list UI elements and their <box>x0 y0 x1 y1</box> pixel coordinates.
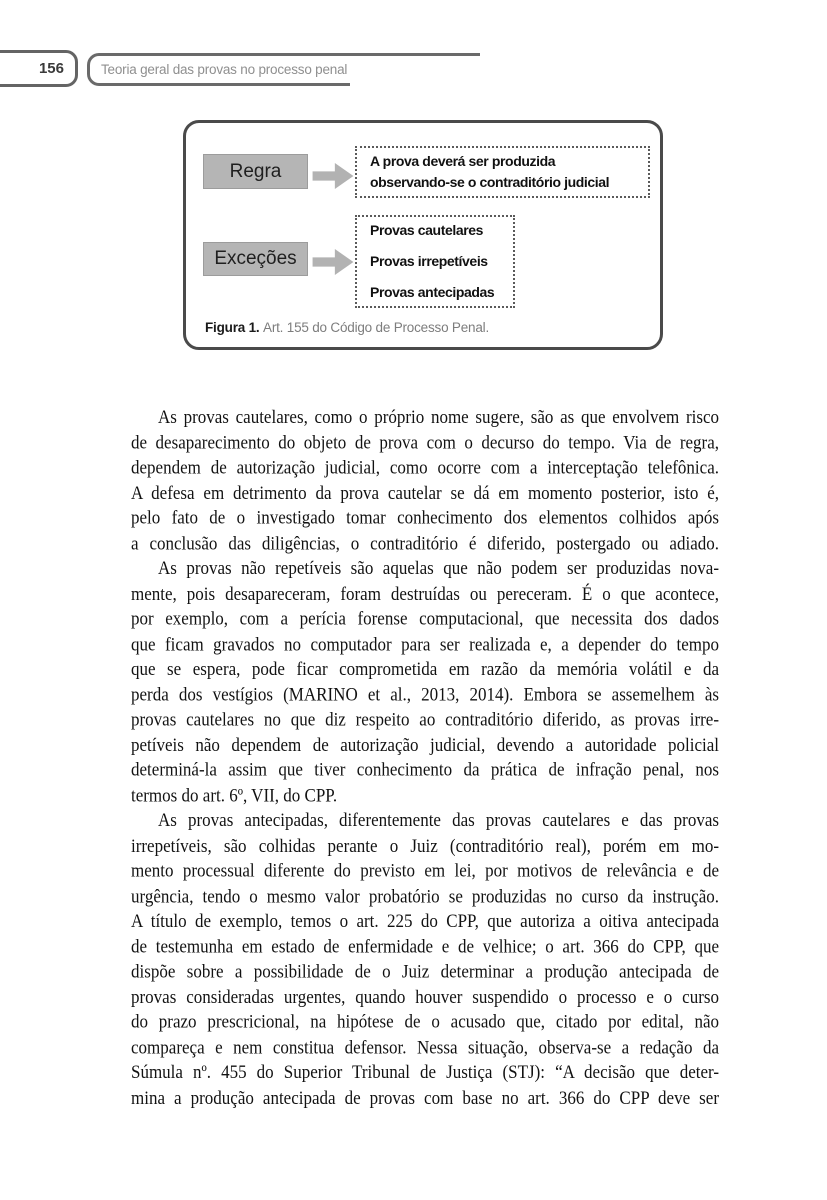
body-line: irrepetíveis, são colhidas perante o Juiz (contraditório real), porém em mo- <box>131 834 719 856</box>
body-line: dispõe sobre a possibilidade de o Juiz determinar a produção antecipada de <box>131 960 719 982</box>
figure-caption-text: Art. 155 do Código de Processo Penal. <box>263 320 490 335</box>
header-rule-line <box>345 53 480 56</box>
body-line: A defesa em detrimento da prova cautelar se dá em momento posterior, isto é, <box>131 481 719 503</box>
body-line: dependem de autorização judicial, como ocorre com a interceptação telefônica. <box>131 456 719 478</box>
figure-caption-label: Figura 1. <box>205 320 264 335</box>
exceptions-list-box <box>355 215 515 308</box>
body-line: que se espera, pode ficar comprometida em razão da memória volátil e da <box>131 658 719 680</box>
body-line: provas cautelares no que diz respeito ao contraditório diferido, as provas irre- <box>131 708 719 730</box>
body-line: provas consideradas urgentes, quando houver suspendido o processo e o curso <box>131 985 719 1007</box>
body-line: pelo fato de o investigado tomar conhecimento dos elementos colhidos após <box>131 506 719 529</box>
body-line: urgência, tendo o mesmo valor probatório se produzidas no curso da instrução. <box>131 884 719 907</box>
body-line: perda dos vestígios (MARINO et al., 2013, 2014). Embora se assemelhem às <box>131 683 719 705</box>
exceptions-label-box <box>203 242 308 276</box>
figure-box <box>183 120 663 350</box>
body-line: termos do art. 6º, VII, do CPP. <box>131 784 338 806</box>
exceptions-item: Provas irrepetíveis <box>370 253 488 269</box>
body-line: por exemplo, com a perícia forense computacional, que necessita dos dados <box>131 607 719 629</box>
right-arrow-icon <box>312 249 354 275</box>
body-line: de desaparecimento do objeto de prova com o decurso do tempo. Via de regra, <box>131 431 719 453</box>
rule-text-line2: observando-se o contraditório judicial <box>370 174 610 190</box>
exceptions-item: Provas antecipadas <box>370 284 495 300</box>
figure-caption <box>205 320 489 335</box>
right-arrow-icon <box>312 163 354 189</box>
exceptions-item: Provas cautelares <box>370 222 484 238</box>
body-line: As provas cautelares, como o próprio nome sugere, são as que envolvem risco <box>158 406 719 428</box>
running-title-tab <box>87 53 350 86</box>
rule-text-line1: A prova deverá ser produzida <box>370 153 556 169</box>
body-line: de testemunha em estado de enfermidade e de velhice; o art. 366 do CPP, que <box>131 935 719 957</box>
body-line: mente, pois desapareceram, foram destruídas ou pereceram. É o que acontece, <box>131 582 719 604</box>
rule-label: Regra <box>229 160 282 182</box>
body-text <box>131 405 719 1111</box>
rule-text-box <box>355 146 650 198</box>
page-number-box <box>0 50 78 87</box>
exceptions-label: Exceções <box>214 248 297 269</box>
running-title: Teoria geral das provas no processo penal <box>101 62 348 77</box>
body-line: compareça e nem constitua defensor. Nessa situação, observa-se a redação da <box>131 1036 719 1058</box>
body-line: As provas antecipadas, diferentemente das provas cautelares e das provas <box>158 809 719 831</box>
body-line: mina a produção antecipada de provas com base no art. 366 do CPP deve ser <box>131 1086 719 1108</box>
body-line: mento processual diferente do previsto em lei, por motivos de relevância e de <box>131 859 719 881</box>
page-number: 156 <box>38 60 64 77</box>
body-line: As provas não repetíveis são aquelas que não podem ser produzidas nova- <box>158 557 719 579</box>
body-line: A título de exemplo, temos o art. 225 do CPP, que autoriza a oitiva antecipada <box>131 910 719 932</box>
body-line: do prazo prescricional, na hipótese de o acusado que, citado por edital, não <box>131 1010 719 1033</box>
rule-label-box <box>203 154 308 189</box>
body-line: petíveis não dependem de autorização judicial, devendo a autoridade policial <box>131 733 719 755</box>
body-line: que ficam gravados no computador para ser realizada e, a depender do tempo <box>131 632 719 655</box>
body-line: a conclusão das diligências, o contraditório é diferido, postergado ou adiado. <box>131 532 719 554</box>
body-line: Súmula nº. 455 do Superior Tribunal de Justiça (STJ): “A decisão que deter- <box>131 1061 719 1083</box>
body-line: determiná-la assim que tiver conhecimento da prática de infração penal, nos <box>131 758 719 781</box>
